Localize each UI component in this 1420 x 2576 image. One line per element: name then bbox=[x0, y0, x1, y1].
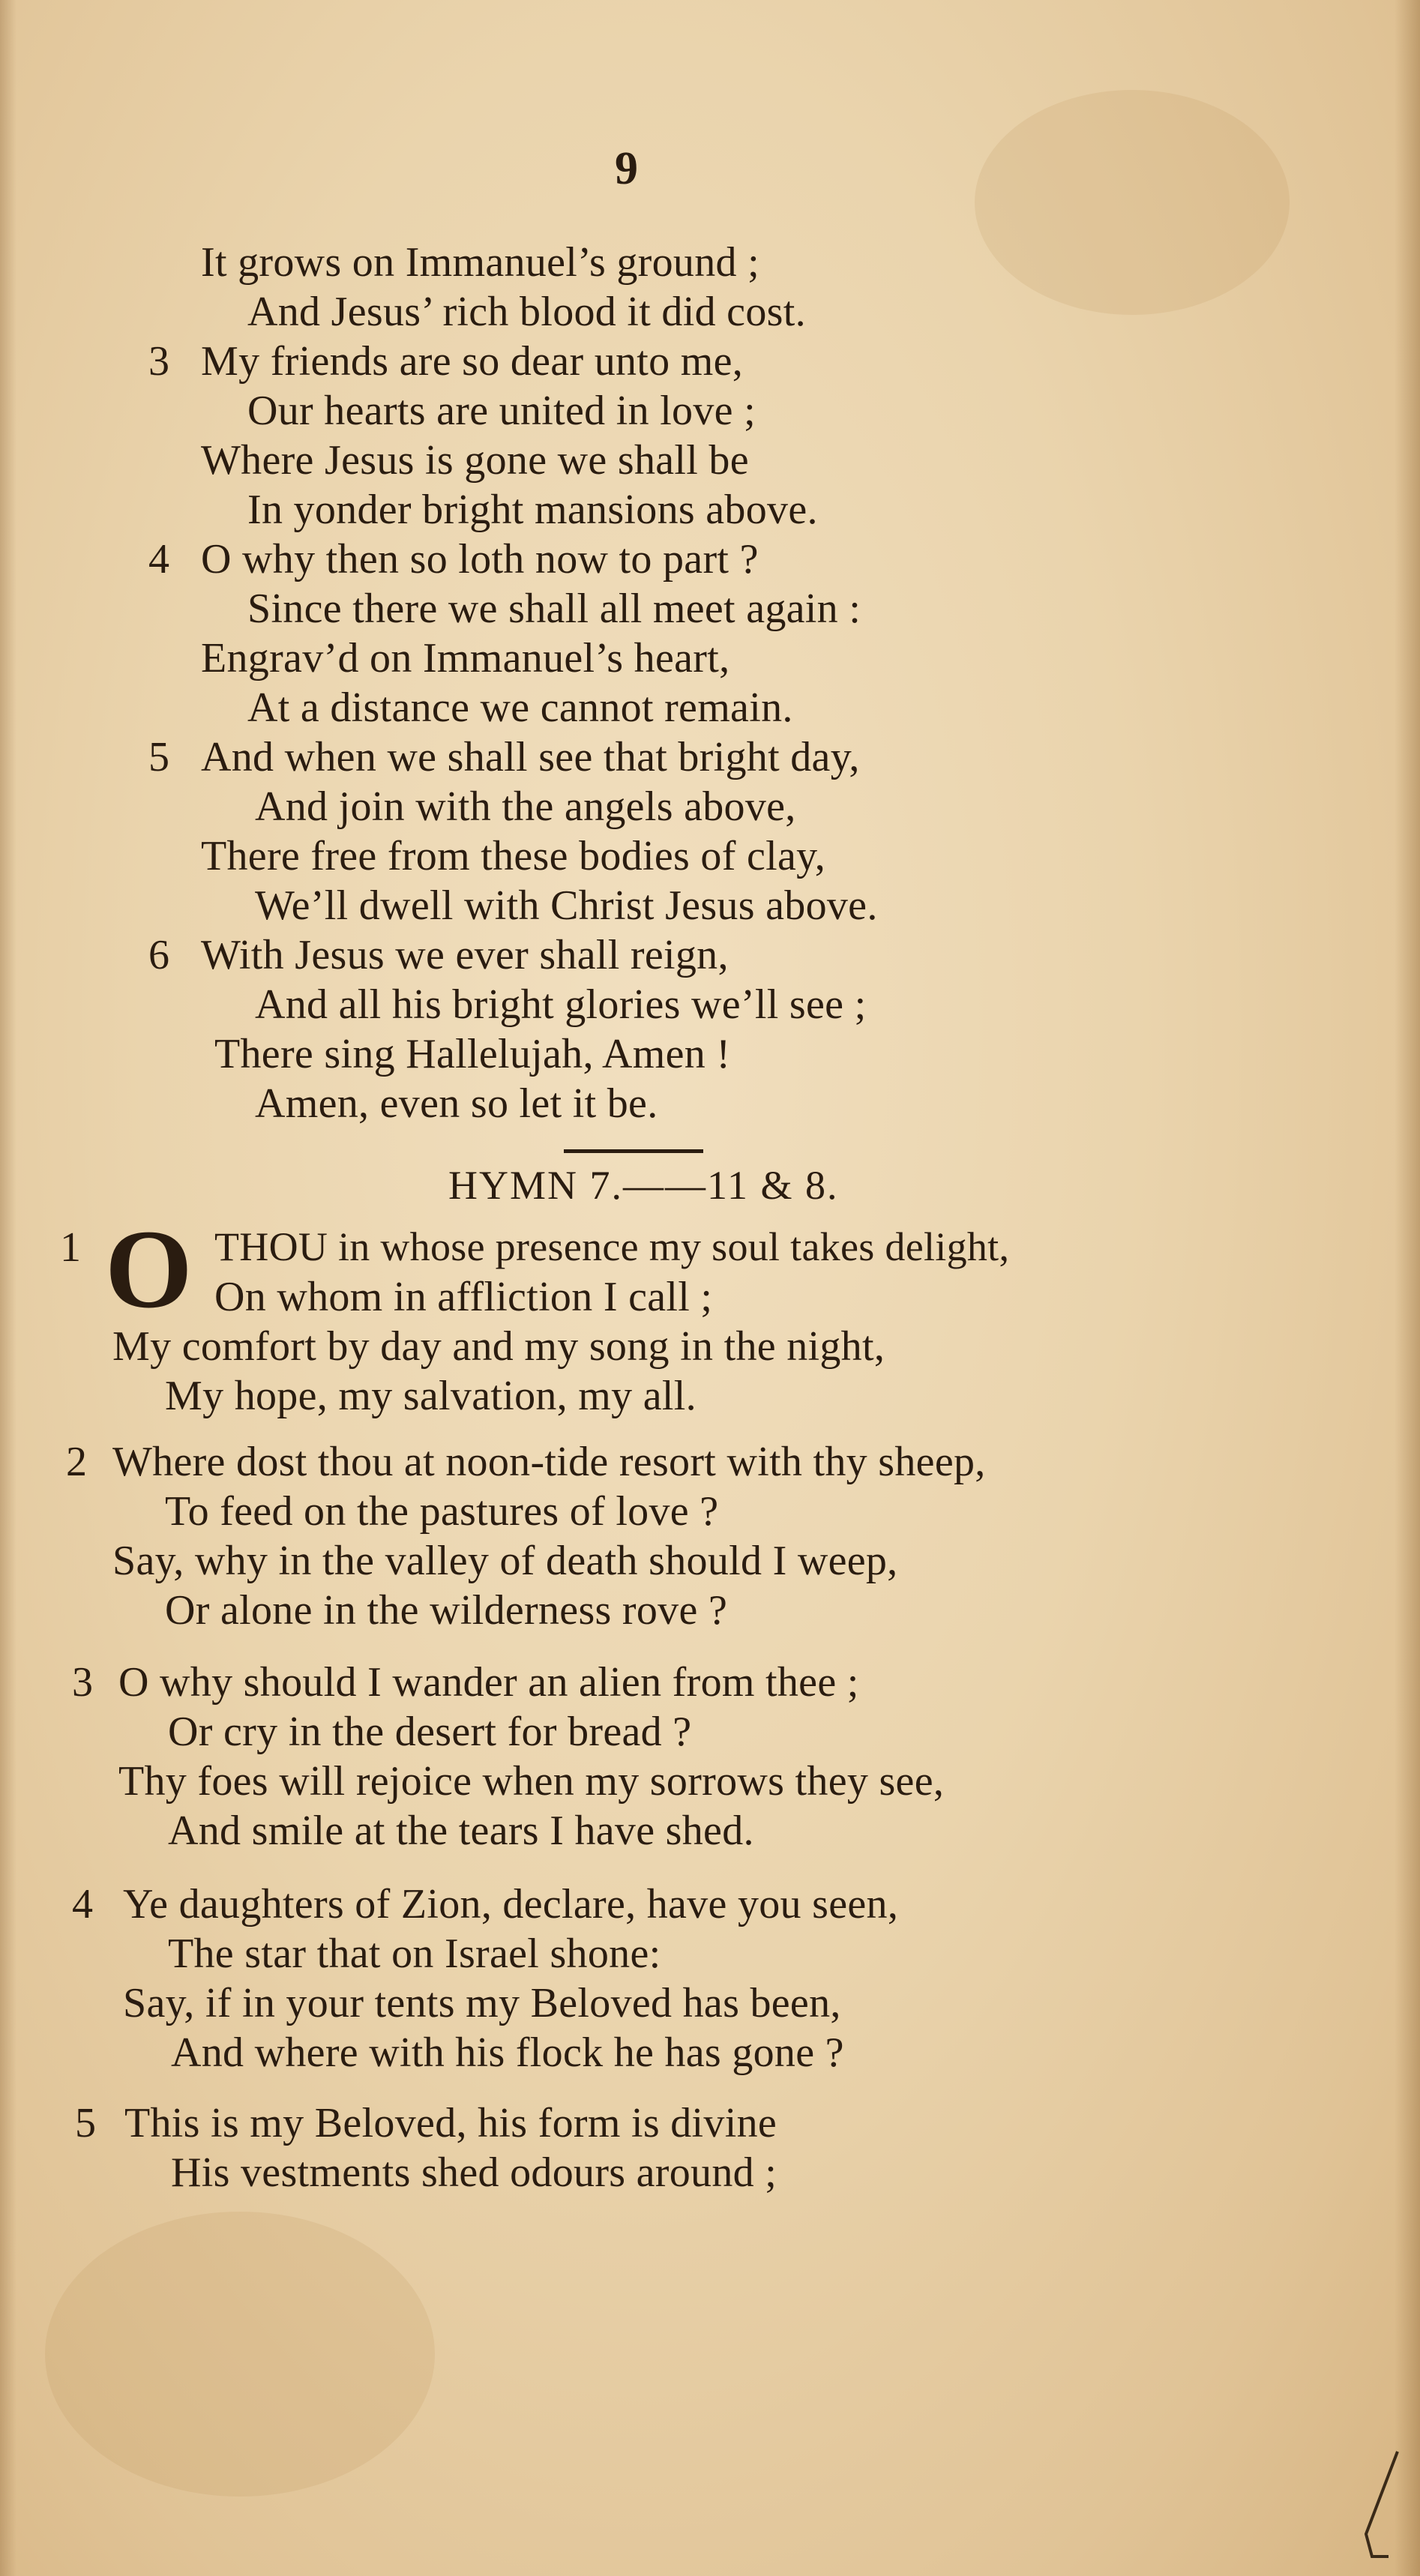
verse-line: And when we shall see that bright day, bbox=[201, 734, 860, 780]
stanza-number: 4 bbox=[72, 1881, 93, 1928]
stanza-number: 4 bbox=[148, 536, 169, 583]
paper-stain bbox=[975, 90, 1290, 315]
stanza-number: 5 bbox=[75, 2100, 96, 2146]
verse-line: Say, why in the valley of death should I weep, bbox=[112, 1538, 898, 1584]
verse-line: Engrav’d on Immanuel’s heart, bbox=[201, 635, 730, 681]
verse-line: And all his bright glories we’ll see ; bbox=[255, 981, 867, 1028]
verse-line: This is my Beloved, his form is divine bbox=[124, 2100, 777, 2146]
verse-line: The star that on Israel shone: bbox=[168, 1931, 661, 1977]
verse-line: And smile at the tears I have shed. bbox=[168, 1808, 754, 1854]
hymn-heading: HYMN 7.——11 & 8. bbox=[448, 1163, 839, 1208]
verse-line: Or alone in the wilderness rove ? bbox=[165, 1587, 728, 1634]
verse-line: O why should I wander an alien from thee ; bbox=[118, 1659, 859, 1706]
stanza-number: 3 bbox=[72, 1659, 93, 1706]
verse-line: Our hearts are united in love ; bbox=[247, 388, 756, 434]
verse-line: My comfort by day and my song in the night, bbox=[112, 1323, 885, 1370]
verse-line: Or cry in the desert for bread ? bbox=[168, 1709, 692, 1755]
verse-line: On whom in affliction I call ; bbox=[214, 1274, 713, 1320]
stanza-number: 2 bbox=[66, 1439, 87, 1485]
verse-line: Where dost thou at noon-tide resort with thy sheep, bbox=[112, 1439, 986, 1485]
verse-line: There sing Hallelujah, Amen ! bbox=[214, 1031, 731, 1077]
drop-cap: O bbox=[105, 1207, 193, 1331]
page-number: 9 bbox=[615, 143, 638, 194]
verse-line: In yonder bright mansions above. bbox=[247, 487, 818, 533]
verse-line: Ye daughters of Zion, declare, have you seen, bbox=[123, 1881, 899, 1928]
verse-line: My friends are so dear unto me, bbox=[201, 338, 744, 385]
page-left-edge bbox=[0, 0, 16, 2576]
verse-line: And join with the angels above, bbox=[255, 783, 796, 830]
verse-line: And where with his flock he has gone ? bbox=[171, 2029, 844, 2076]
pencil-mark bbox=[1345, 2444, 1405, 2564]
page-right-edge bbox=[1395, 0, 1420, 2576]
verse-line: And Jesus’ rich blood it did cost. bbox=[247, 289, 806, 335]
verse-line: To feed on the pastures of love ? bbox=[165, 1488, 719, 1535]
stanza-number: 6 bbox=[148, 932, 169, 978]
stanza-number: 1 bbox=[60, 1224, 81, 1271]
section-rule bbox=[564, 1149, 703, 1153]
verse-line: Amen, even so let it be. bbox=[255, 1080, 658, 1127]
verse-line: There free from these bodies of clay, bbox=[201, 833, 826, 879]
paper-stain bbox=[45, 2212, 435, 2497]
verse-line: THOU in whose presence my soul takes delight, bbox=[214, 1224, 1010, 1269]
verse-line: It grows on Immanuel’s ground ; bbox=[201, 239, 759, 286]
verse-line: At a distance we cannot remain. bbox=[247, 684, 793, 731]
verse-line: Say, if in your tents my Beloved has been, bbox=[123, 1980, 841, 2026]
verse-line: Since there we shall all meet again : bbox=[247, 586, 861, 632]
stanza-number: 3 bbox=[148, 338, 169, 385]
verse-line: With Jesus we ever shall reign, bbox=[201, 932, 729, 978]
verse-line: His vestments shed odours around ; bbox=[171, 2149, 777, 2196]
verse-line: We’ll dwell with Christ Jesus above. bbox=[255, 882, 878, 929]
verse-line: Thy foes will rejoice when my sorrows they see, bbox=[118, 1758, 945, 1805]
stanza-number: 5 bbox=[148, 734, 169, 780]
verse-line: O why then so loth now to part ? bbox=[201, 536, 759, 583]
verse-line: My hope, my salvation, my all. bbox=[165, 1373, 697, 1419]
verse-line: Where Jesus is gone we shall be bbox=[201, 437, 749, 484]
